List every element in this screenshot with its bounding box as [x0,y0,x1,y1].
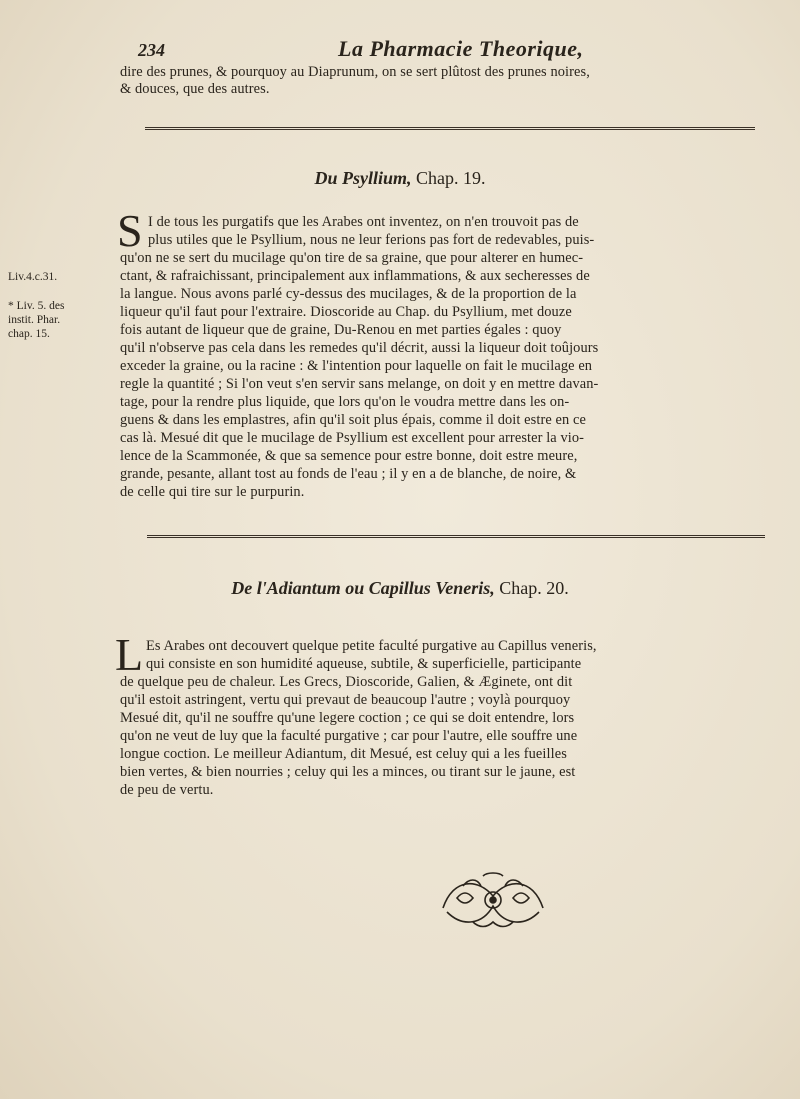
text-line: liqueur qu'il faut pour l'extraire. Dioscoride au Chap. du Psyllium, met douze [120,304,572,320]
text-line: grande, pesante, allant tost au fonds de l'eau ; il y en a de blanche, de noire, & [120,466,577,482]
section-heading-adiantum [0,578,800,599]
section-divider [147,535,765,538]
chapter-number: Chap. 20. [494,578,569,598]
text-line: guens & dans les emplastres, afin qu'il soit plus épais, comme il doit estre en ce [120,412,586,428]
margin-note: * Liv. 5. des [8,300,65,312]
text-line: bien vertes, & bien nourries ; celuy qui les a minces, ou tirant sur le jaune, est [120,764,576,780]
text-line: cas là. Mesué dit que le mucilage de Psyllium est excellent pour arrester la vio- [120,430,585,446]
drop-cap: L [115,629,144,680]
text-line: qu'on ne veut de luy que la faculté purgative ; car pour l'autre, elle souffre une [120,728,578,744]
text-line: qu'on ne se sert du mucilage qu'on tire de sa graine, que pour alterer en humec- [120,250,584,266]
text-line: exceder la graine, ou la racine : & l'intention pour laquelle on fait le mucilage en [120,358,593,374]
text-line: qu'il n'observe pas cela dans les remedes qu'il décrit, aussi la liqueur doit toûjours [120,340,599,356]
text-line: qu'il estoit astringent, vertu qui prevaut de beaucoup l'autre ; voylà pourquoy [120,692,571,708]
text-line: longue coction. Le meilleur Adiantum, dit Mesué, est celuy qui a les fueilles [120,746,567,762]
text-line: I de tous les purgatifs que les Arabes ont inventez, on n'en trouvoit pas de [148,214,579,230]
text-line: de celle qui tire sur le purpurin. [120,484,305,500]
section-title: De l'Adiantum ou Capillus Veneris, [231,578,495,598]
section-title: Du Psyllium, [314,168,412,188]
section-divider [145,127,755,130]
text-line: regle la quantité ; Si l'on veut s'en servir sans melange, on doit y en mettre davan- [120,376,599,392]
text-line: de peu de vertu. [120,782,214,798]
margin-note: Liv.4.c.31. [8,271,58,283]
intro-line: & douces, que des autres. [120,81,270,97]
text-line: lence de la Scammonée, & que sa semence pour estre bonne, doit estre meure, [120,448,578,464]
text-line: de quelque peu de chaleur. Les Grecs, Dioscoride, Galien, & Æginete, ont dit [120,674,573,690]
text-line: fois autant de liqueur que de graine, Du-Renou en met parties égales : quoy [120,322,562,338]
text-line: tage, pour la rendre plus liquide, que lors qu'on le voudra mettre dans les on- [120,394,570,410]
text-line: ctant, & rafraichissant, principalement aux inflammations, & aux secheresses de [120,268,590,284]
text-line: qui consiste en son humidité aqueuse, subtile, & superficielle, participante [146,656,582,672]
page-number: 234 [138,40,165,60]
text-line: Es Arabes ont decouvert quelque petite faculté purgative au Capillus veneris, [146,638,597,654]
section-heading-psyllium [0,168,800,189]
running-title: La Pharmacie Theorique, [338,36,584,61]
margin-note: instit. Phar. [8,314,61,326]
margin-note: chap. 15. [8,328,50,340]
drop-cap: S [117,205,143,256]
floral-tailpiece-icon [433,868,553,934]
intro-line: dire des prunes, & pourquoy au Diaprunum, on se sert plûtost des prunes noires, [120,64,590,80]
text-line: plus utiles que le Psyllium, nous ne leur ferions pas fort de redevables, puis- [148,232,595,248]
chapter-number: Chap. 19. [411,168,486,188]
text-line: la langue. Nous avons parlé cy-dessus des mucilages, & de la proportion de la [120,286,577,302]
text-line: Mesué dit, qu'il ne souffre qu'une legere coction ; ce qui se doit entendre, lors [120,710,575,726]
running-header [138,36,778,66]
